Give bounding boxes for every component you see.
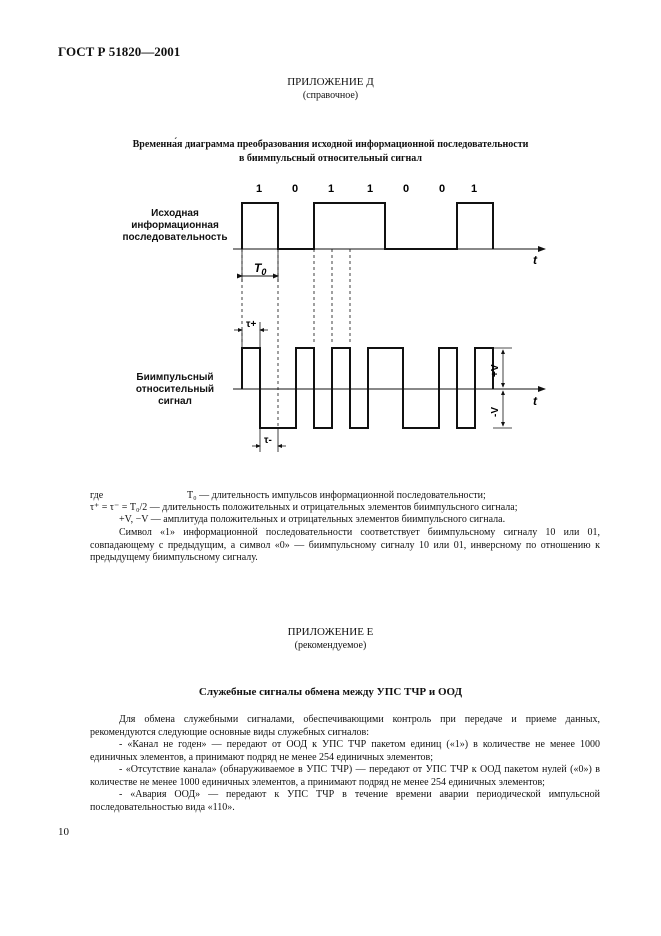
bit-label: 0 xyxy=(403,183,410,195)
bit-label: 0 xyxy=(292,183,299,195)
signal-item-dte-failure: - «Авария ООД» — передают к УПС ТЧР в течение времени аварии периодической импульсной последовательностью вида «110». xyxy=(90,789,600,813)
biimpulse-axis-t: t xyxy=(533,394,537,408)
biimpulse-signal-label: Биимпульсный относительный сигнал xyxy=(135,372,215,407)
signal-item-channel-unfit: - «Канал не годен» — передают от ООД к УПС ТЧР пакетом единиц («1») в количестве не менее 1000 единичных элементов, а принимают подряд не менее 254 единичных элементов; xyxy=(90,739,600,763)
source-axis-t: t xyxy=(533,253,537,267)
signal-item-no-channel: - «Отсутствие канала» (обнаруживаемое в УПС ТЧР) — передают от УПС ТЧР к ООД пакетом нулей («0») в количестве не менее 1000 единичных элементов, а принимают подряд не менее 254 единичных элементов; xyxy=(90,764,600,788)
biimpulse-waveform xyxy=(242,348,493,428)
source-waveform xyxy=(242,203,493,249)
appendix-e-intro: Для обмена служебными сигналами, обеспечивающими контроль при передаче и приеме данных, рекомендуются следующие основные виды служебных сигналов: xyxy=(90,714,600,738)
t0-label: $T_0$ xyxy=(254,261,267,277)
appendix-e-title: ПРИЛОЖЕНИЕ Е xyxy=(287,626,374,638)
appendix-d-heading-line2: в биимпульсный относительный сигнал xyxy=(239,153,422,164)
legend-v: +V, −V — амплитуда положительных и отрицательных элементов биимпульсного сигнала. xyxy=(119,514,506,525)
document-header: ГОСТ Р 51820—2001 xyxy=(58,44,181,59)
appendix-e-heading: Служебные сигналы обмена между УПС ТЧР и ООД xyxy=(198,686,463,698)
page-number: 10 xyxy=(58,826,69,838)
source-sequence-label: Исходная информационная последовательность xyxy=(122,208,228,243)
tau-minus-label: τ- xyxy=(264,435,272,446)
bit-label: 1 xyxy=(367,183,374,195)
appendix-e-status: (рекомендуемое) xyxy=(294,640,367,651)
legend-t0: T₀ — длительность импульсов информационной последовательности; xyxy=(187,490,486,501)
plus-v-label: +V xyxy=(490,364,501,377)
encoding-rule-paragraph: Символ «1» информационной последовательности соответствует биимпульсному сигналу 10 или 01, совпадающему с предыдущим, а символ «0» — биимпульсному сигналу 10 или 01, инверсному по отношению к предыдущему биимпульсному сигналу. xyxy=(90,527,600,563)
minus-v-label: -V xyxy=(490,407,501,417)
tau-plus-label: τ+ xyxy=(246,319,257,330)
bit-label: 0 xyxy=(439,183,446,195)
bit-label: 1 xyxy=(256,183,263,195)
bit-label: 1 xyxy=(328,183,335,195)
appendix-d-title: ПРИЛОЖЕНИЕ Д xyxy=(287,76,374,88)
legend-where: где xyxy=(90,490,104,501)
legend-tau: τ⁺ = τ⁻ = T₀/2 — длительность положительных и отрицательных элементов биимпульсного сигнала; xyxy=(90,502,518,513)
appendix-d-heading-line1: Временна́я диаграмма преобразования исходной информационной последовательности xyxy=(132,139,529,150)
bit-label: 1 xyxy=(471,183,478,195)
appendix-d-status: (справочное) xyxy=(302,90,359,101)
